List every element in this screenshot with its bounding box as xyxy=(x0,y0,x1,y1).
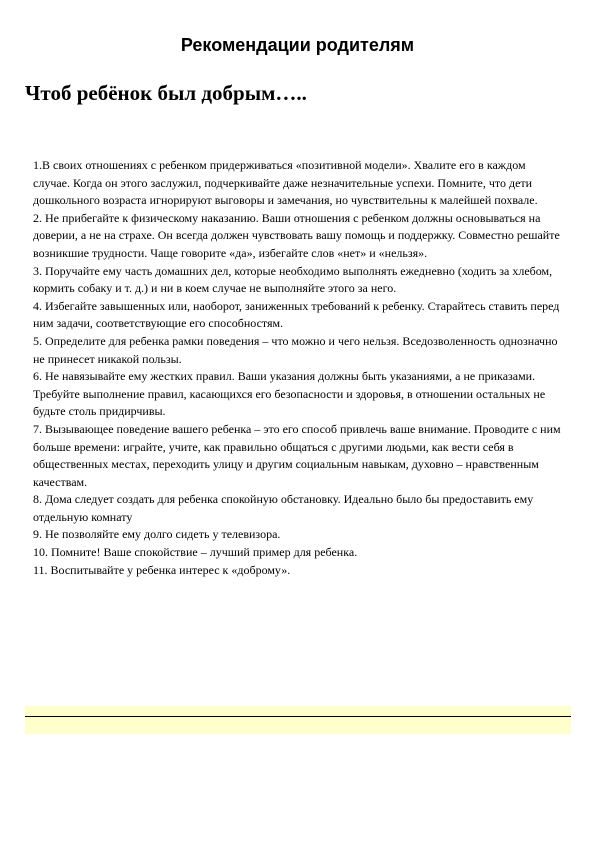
list-item: 1.В своих отношениях с ребенком придерживаться «позитивной модели». Хвалите его в каждом случае. Когда он этого заслужил, подчеркивайте даже незначительные успехи. Помните, что дети дошкольного возраста игнорируют выговоры и замечания, но чувствительны к малейшей похвале. xyxy=(33,158,538,208)
footer-band-top xyxy=(25,706,571,716)
list-item: 7. Вызывающее поведение вашего ребенка – это его способ привлечь ваше внимание. Проводите с ним больше времени: играйте, учите, как правильно общаться с другими людьми, как вести себя в общественных местах, переходить улицу и другим социальным навыкам, духовно – нравственным качествам. xyxy=(33,421,561,489)
list-item: 10. Помните! Ваше спокойствие – лучший пример для ребенка. xyxy=(33,545,358,560)
list-item: 9. Не позволяйте ему долго сидеть у телевизора. xyxy=(33,527,281,542)
list-item: 6. Не навязывайте ему жестких правил. Ваши указания должны быть указаниями, а не приказами. Требуйте выполнение правил, касающихся его безопасности и здоровья, в отношении остальных не будьте столь придирчивы. xyxy=(33,369,546,419)
list-item: 4. Избегайте завышенных или, наоборот, заниженных требований к ребенку. Старайтесь ставить перед ним задачи, соответствующие его способностям. xyxy=(33,298,560,331)
page-subtitle: Чтоб ребёнок был добрым….. xyxy=(25,81,307,105)
list-item: 5. Определите для ребенка рамки поведения – что можно и чего нельзя. Вседозволенность однозначно не принесет никакой пользы. xyxy=(33,333,558,366)
list-item: 11. Воспитывайте у ребенка интерес к «доброму». xyxy=(33,562,291,577)
page-title: Рекомендации родителям xyxy=(180,35,415,55)
recommendations-list xyxy=(33,157,563,579)
footer-band-bottom xyxy=(25,717,571,734)
list-item: 2. Не прибегайте к физическому наказанию. Ваши отношения с ребенком должны основываться на доверии, а не на страхе. Он всегда должен чувствовать вашу помощь и поддержку. Совместно решайте возникшие трудности. Чаще говорите «да», избегайте слов «нет» и «нельзя». xyxy=(33,210,560,260)
list-item: 8. Дома следует создать для ребенка спокойную обстановку. Идеально было бы предоставить ему отдельную комнату xyxy=(33,492,534,524)
list-item: 3. Поручайте ему часть домашних дел, которые необходимо выполнять ежедневно (ходить за хлебом, кормить собаку и т. д.) и ни в коем случае не выполняйте этого за него. xyxy=(33,263,553,296)
